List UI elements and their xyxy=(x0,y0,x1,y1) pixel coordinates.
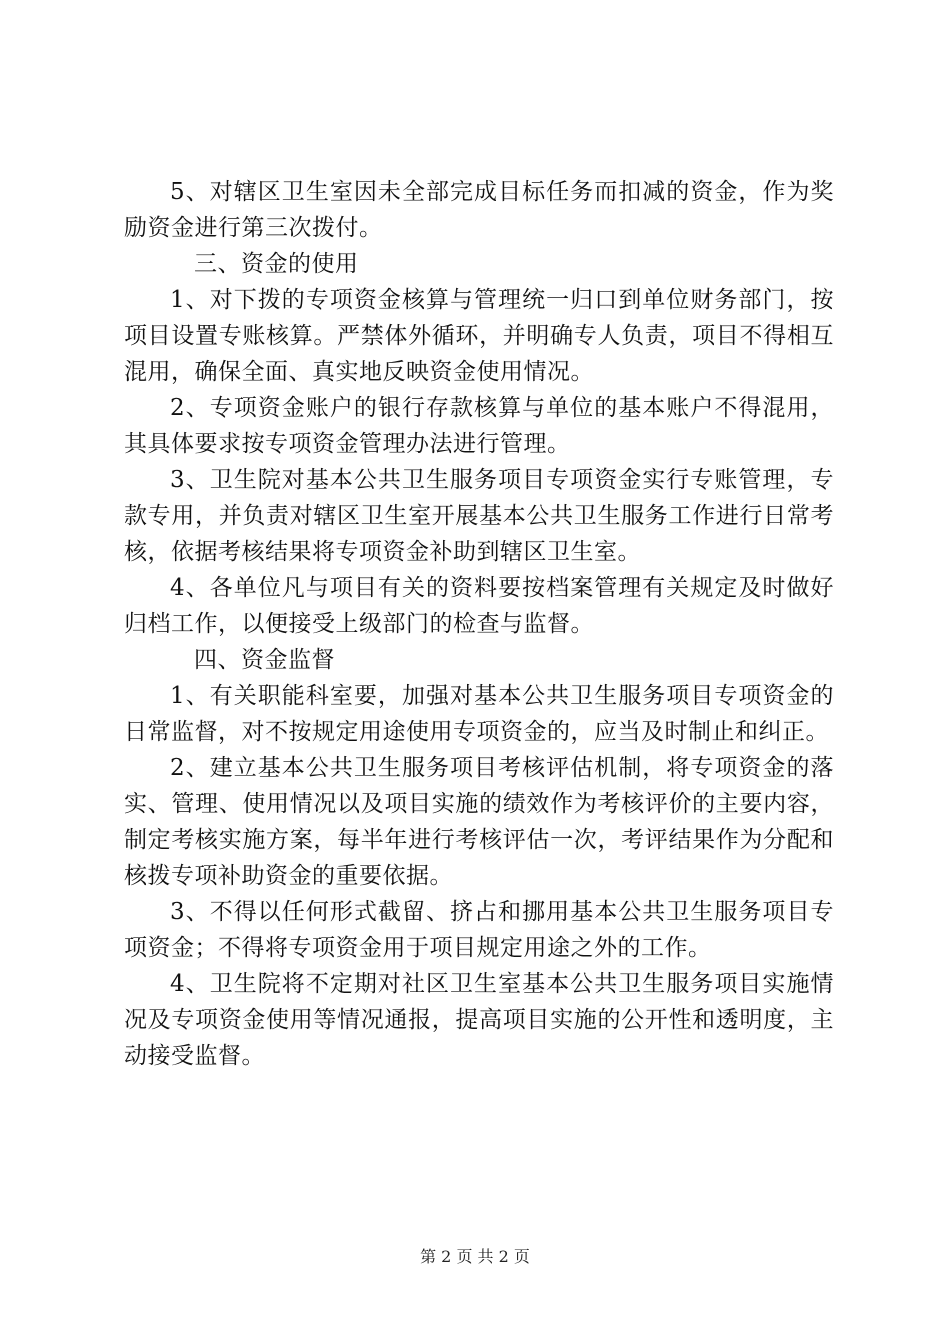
paragraph-1: 5、对辖区卫生室因未全部完成目标任务而扣减的资金，作为奖励资金进行第三次拨付。 xyxy=(124,179,834,241)
paragraph-7: 2、建立基本公共卫生服务项目考核评估机制，将专项资金的落实、管理、使用情况以及项目实施的绩效作为考核评价的主要内容，制定考核实施方案，每半年进行考核评估一次，考评结果作为分配和核拨专项补助资金的重要依据。 xyxy=(124,755,834,889)
paragraph-8: 3、不得以任何形式截留、挤占和挪用基本公共卫生服务项目专项资金；不得将专项资金用于项目规定用途之外的工作。 xyxy=(124,899,834,961)
paragraph-5: 4、各单位凡与项目有关的资料要按档案管理有关规定及时做好归档工作，以便接受上级部门的检查与监督。 xyxy=(124,575,834,637)
paragraph-9: 4、卫生院将不定期对社区卫生室基本公共卫生服务项目实施情况及专项资金使用等情况通报，提高项目实施的公开性和透明度，主动接受监督。 xyxy=(124,971,834,1069)
paragraph-6: 1、有关职能科室要，加强对基本公共卫生服务项目专项资金的日常监督，对不按规定用途使用专项资金的，应当及时制止和纠正。 xyxy=(124,683,834,745)
section-heading-4: 四、资金监督 xyxy=(194,647,335,673)
paragraph-3: 2、专项资金账户的银行存款核算与单位的基本账户不得混用，其具体要求按专项资金管理办法进行管理。 xyxy=(124,395,834,457)
section-heading-3: 三、资金的使用 xyxy=(194,251,359,277)
page-footer: 第 2 页 共 2 页 xyxy=(420,1247,530,1266)
document-body xyxy=(124,174,834,1074)
paragraph-4: 3、卫生院对基本公共卫生服务项目专项资金实行专账管理，专款专用，并负责对辖区卫生室开展基本公共卫生服务工作进行日常考核，依据考核结果将专项资金补助到辖区卫生室。 xyxy=(124,467,834,565)
paragraph-2: 1、对下拨的专项资金核算与管理统一归口到单位财务部门，按项目设置专账核算。严禁体外循环，并明确专人负责，项目不得相互混用，确保全面、真实地反映资金使用情况。 xyxy=(124,287,834,385)
